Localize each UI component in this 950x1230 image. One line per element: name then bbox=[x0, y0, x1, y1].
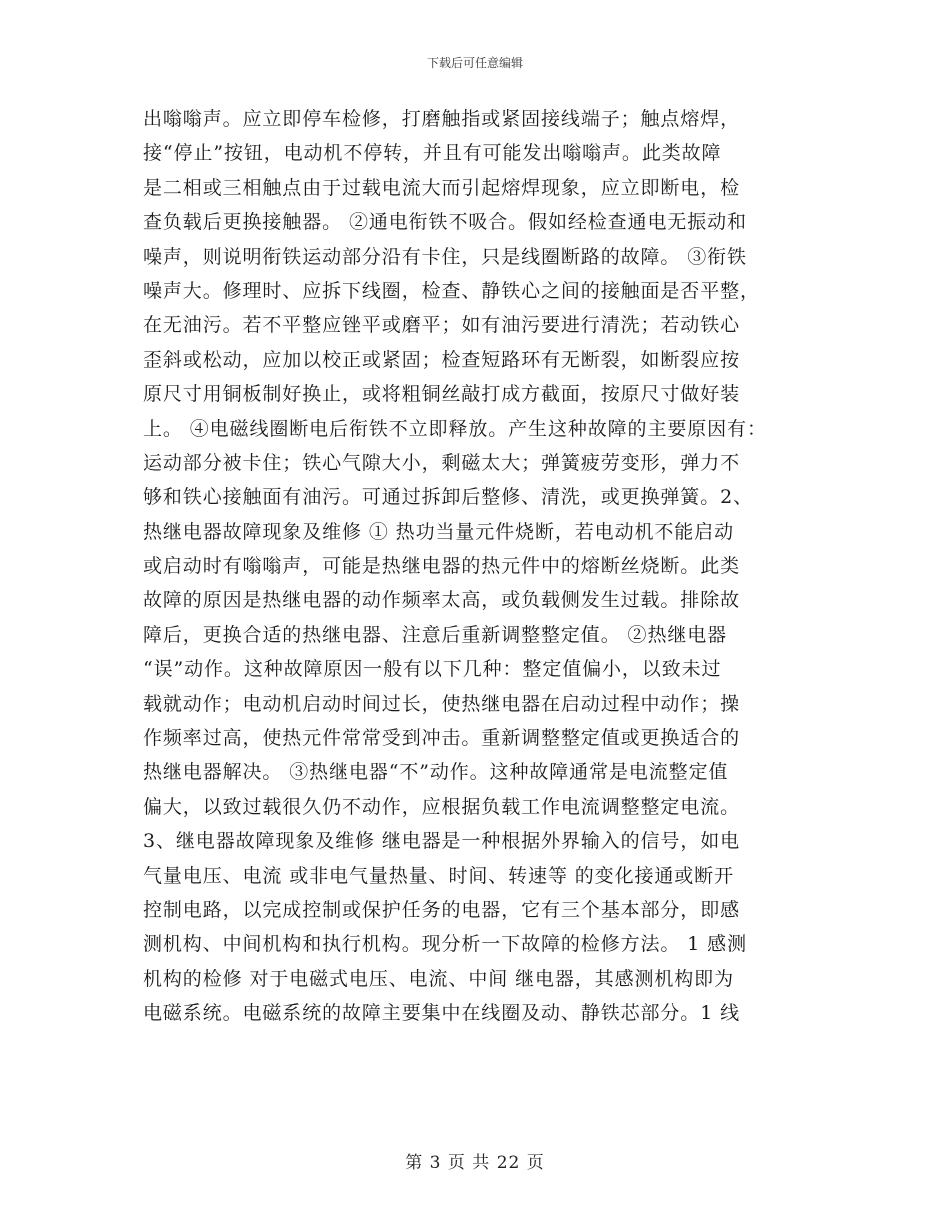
text-line: 噪声大。修理时、应拆下线圈，检查、静铁心之间的接触面是否平整， bbox=[143, 279, 760, 302]
page-footer: 第 3 页 共 22 页 bbox=[405, 1153, 545, 1173]
text-line: 作频率过高，使热元件常常受到冲击。重新调整整定值或更换适合的 bbox=[143, 727, 741, 750]
text-line: 是二相或三相触点由于过载电流大而引起熔焊现象，应立即断电，检 bbox=[143, 176, 741, 199]
text-line: “误”动作。这种故障原因一般有以下几种：整定值偏小，以致未过 bbox=[143, 658, 722, 681]
text-line: 查负载后更换接触器。 ②通电衔铁不吸合。假如经检查通电无振动和 bbox=[143, 211, 747, 234]
body-text bbox=[143, 102, 811, 1031]
text-line: 障后，更换合适的热继电器、注意后重新调整整定值。 ②热继电器 bbox=[143, 623, 728, 646]
text-line: 3、继电器故障现象及维修 继电器是一种根据外界输入的信号，如电 bbox=[143, 830, 741, 853]
text-line: 或启动时有嗡嗡声，可能是热继电器的热元件中的熔断丝烧断。此类 bbox=[143, 555, 741, 578]
text-line: 电磁系统。电磁系统的故障主要集中在线圈及动、静铁芯部分。1 线 bbox=[143, 1002, 741, 1025]
text-line: 载就动作；电动机启动时间过长，使热继电器在启动过程中动作；操 bbox=[143, 692, 741, 715]
text-line: 在无油污。若不平整应锉平或磨平；如有油污要进行清洗；若动铁心 bbox=[143, 314, 741, 337]
text-line: 偏大，以致过载很久仍不动作，应根据负载工作电流调整整定电流。 bbox=[143, 795, 741, 818]
text-line: 运动部分被卡住；铁心气隙大小，剩磁太大；弹簧疲劳变形，弹力不 bbox=[143, 451, 741, 474]
text-line: 测机构、中间机构和执行机构。现分析一下故障的检修方法。 1 感测 bbox=[143, 933, 747, 956]
text-line: 机构的检修 对于电磁式电压、电流、中间 继电器，其感测机构即为 bbox=[143, 967, 734, 990]
text-line: 热继电器解决。 ③热继电器“不”动作。这种故障通常是电流整定值 bbox=[143, 761, 729, 784]
text-line: 热继电器故障现象及维修 ① 热功当量元件烧断，若电动机不能启动 bbox=[143, 520, 734, 543]
text-line: 噪声，则说明衔铁运动部分沿有卡住，只是线圈断路的故障。 ③衔铁 bbox=[143, 245, 747, 268]
text-line: 歪斜或松动，应加以校正或紧固；检查短路环有无断裂，如断裂应按 bbox=[143, 348, 741, 371]
text-line: 故障的原因是热继电器的动作频率太高，或负载侧发生过载。排除故 bbox=[143, 589, 741, 612]
text-line: 出嗡嗡声。应立即停车检修，打磨触指或紧固接线端子；触点熔焊， bbox=[143, 108, 741, 130]
text-line: 原尺寸用铜板制好换止，或将粗铜丝敲打成方截面，按原尺寸做好装 bbox=[143, 383, 741, 406]
text-line: 接“停止”按钮，电动机不停转，并且有可能发出嗡嗡声。此类故障 bbox=[143, 142, 722, 165]
text-line: 够和铁心接触面有油污。可通过拆卸后整修、清洗，或更换弹簧。2、 bbox=[143, 486, 753, 509]
text-line: 上。 ④电磁线圈断电后衔铁不立即释放。产生这种故障的主要原因有： bbox=[143, 417, 767, 440]
text-line: 控制电路，以完成控制或保护任务的电器，它有三个基本部分，即感 bbox=[143, 898, 741, 921]
page-header: 下载后可任意编辑 bbox=[426, 56, 523, 70]
text-line: 气量电压、电流 或非电气量热量、时间、转速等 的变化接通或断开 bbox=[143, 864, 734, 887]
